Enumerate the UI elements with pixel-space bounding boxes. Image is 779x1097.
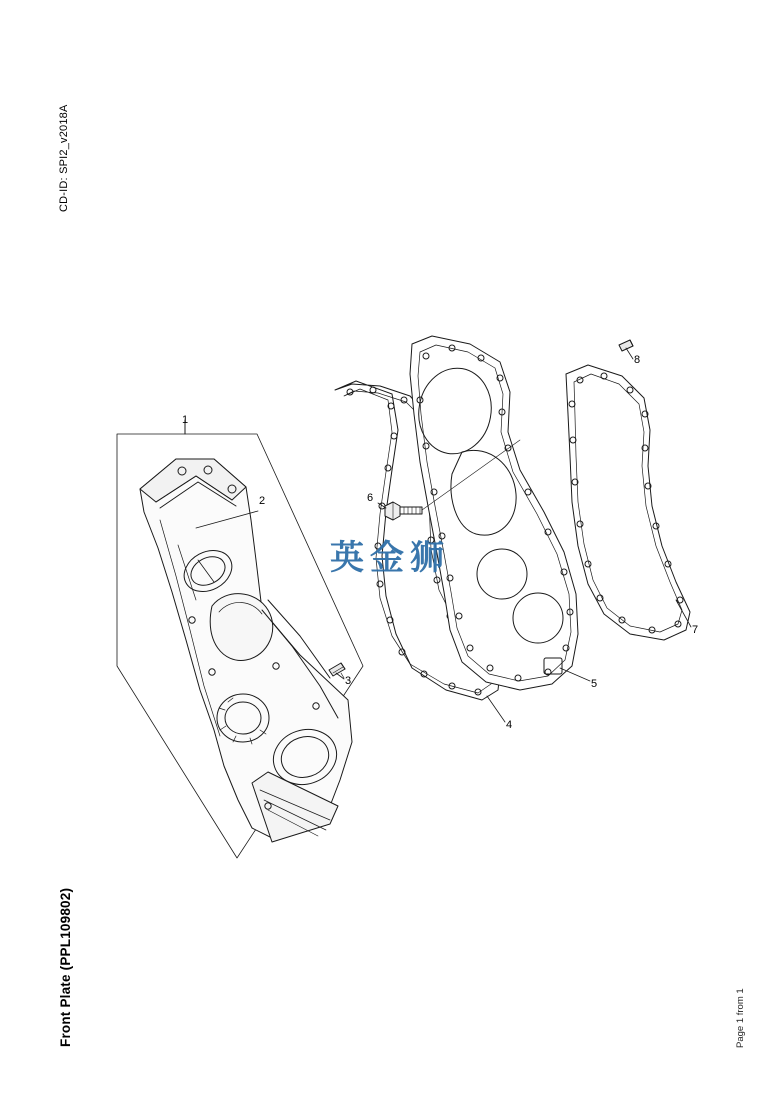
callout-3: 3	[345, 675, 352, 687]
callout-5: 5	[591, 678, 598, 690]
watermark-text: 英金狮	[330, 538, 450, 578]
callout-7: 7	[692, 624, 699, 636]
callout-6: 6	[367, 492, 374, 504]
callout-8: 8	[634, 354, 641, 366]
callout-1: 1	[182, 414, 189, 426]
page-number-label: Page 1 from 1	[735, 988, 746, 1048]
cd-id-label: CD-ID: SPI2_v2018A	[58, 104, 70, 212]
page-title: Front Plate (PPL109802)	[58, 887, 73, 1047]
callout-4: 4	[506, 719, 513, 731]
callout-2: 2	[259, 495, 266, 507]
